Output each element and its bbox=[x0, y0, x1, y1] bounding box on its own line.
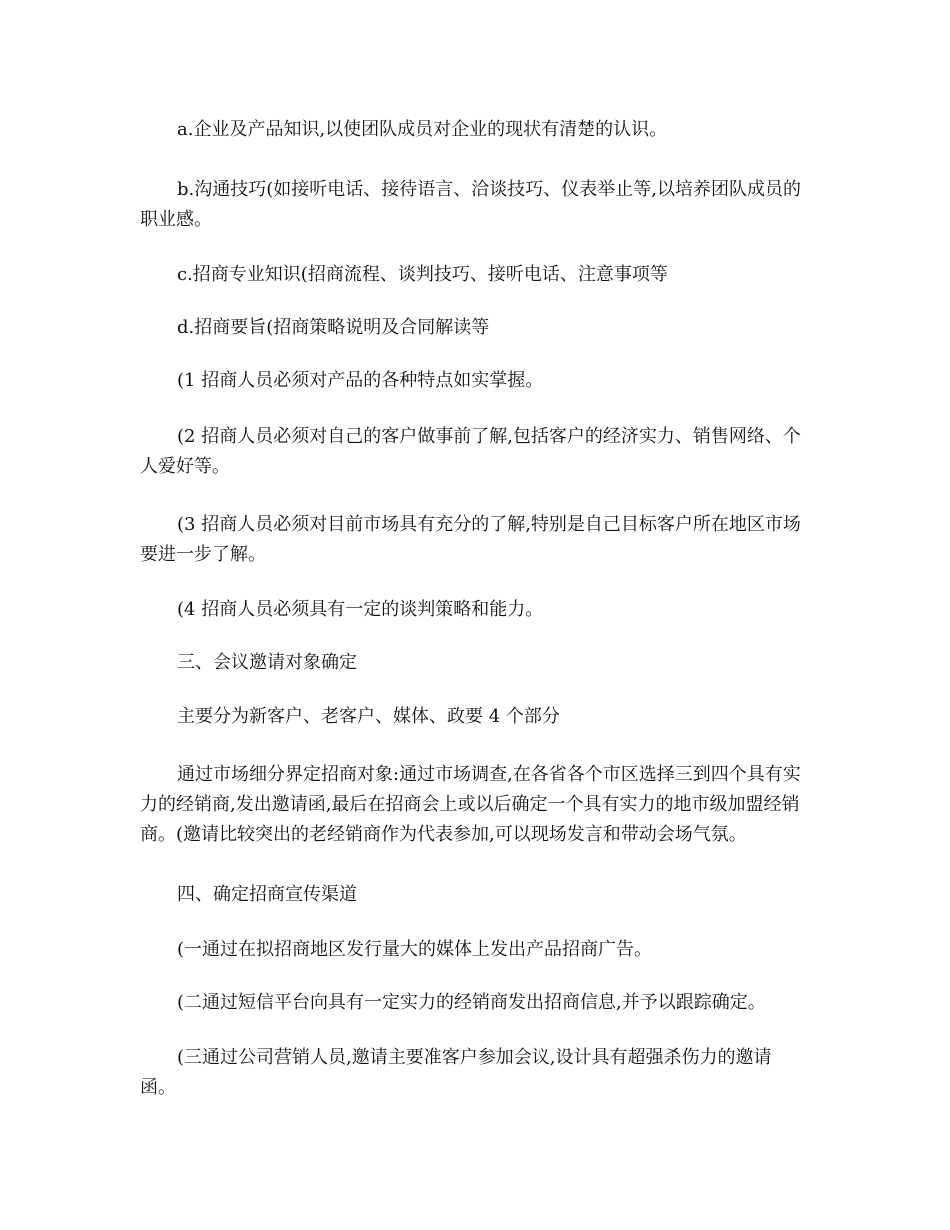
paragraph-market-segmentation: 通过市场细分界定招商对象:通过市场调查,在各省各个市区选择三到四个具有实力的经销商,发出邀请函,最后在招商会上或以后确定一个具有实力的地市级加盟经销商。(邀请比较突出的老经销商作为代表参加,可以现场发言和带动会场气氛。 bbox=[140, 764, 801, 845]
paragraph-training-investment-knowledge: c.招商专业知识(招商流程、谈判技巧、接听电话、注意事项等 bbox=[177, 264, 668, 285]
paragraph-requirement-2: (2 招商人员必须对自己的客户做事前了解,包括客户的经济实力、销售网络、个人爱好等。 bbox=[140, 426, 801, 477]
paragraph-requirement-3: (3 招商人员必须对目前市场具有充分的了解,特别是自己目标客户所在地区市场要进一步了解。 bbox=[140, 514, 801, 565]
paragraph-training-communication: b.沟通技巧(如接听电话、接待语言、洽谈技巧、仪表举止等,以培养团队成员的职业感。 bbox=[140, 179, 801, 230]
paragraph-channel-1: (一通过在拟招商地区发行量大的媒体上发出产品招商广告。 bbox=[177, 939, 653, 960]
paragraph-channel-2: (二通过短信平台向具有一定实力的经销商发出招商信息,并予以跟踪确定。 bbox=[177, 992, 766, 1013]
paragraph-training-company-knowledge: a.企业及产品知识,以使团队成员对企业的现状有清楚的认识。 bbox=[177, 119, 668, 140]
paragraph-invitee-groups: 主要分为新客户、老客户、媒体、政要 4 个部分 bbox=[177, 706, 560, 727]
paragraph-training-investment-essentials: d.招商要旨(招商策略说明及合同解读等 bbox=[177, 317, 490, 338]
section-heading-meeting-invitees: 三、会议邀请对象确定 bbox=[177, 652, 357, 673]
paragraph-requirement-1: (1 招商人员必须对产品的各种特点如实掌握。 bbox=[177, 370, 544, 391]
paragraph-channel-3: (三通过公司营销人员,邀请主要准客户参加会议,设计具有超强杀伤力的邀请函。 bbox=[140, 1047, 772, 1098]
paragraph-requirement-4: (4 招商人员必须具有一定的谈判策略和能力。 bbox=[177, 599, 544, 620]
section-heading-promotion-channels: 四、确定招商宣传渠道 bbox=[177, 884, 357, 905]
